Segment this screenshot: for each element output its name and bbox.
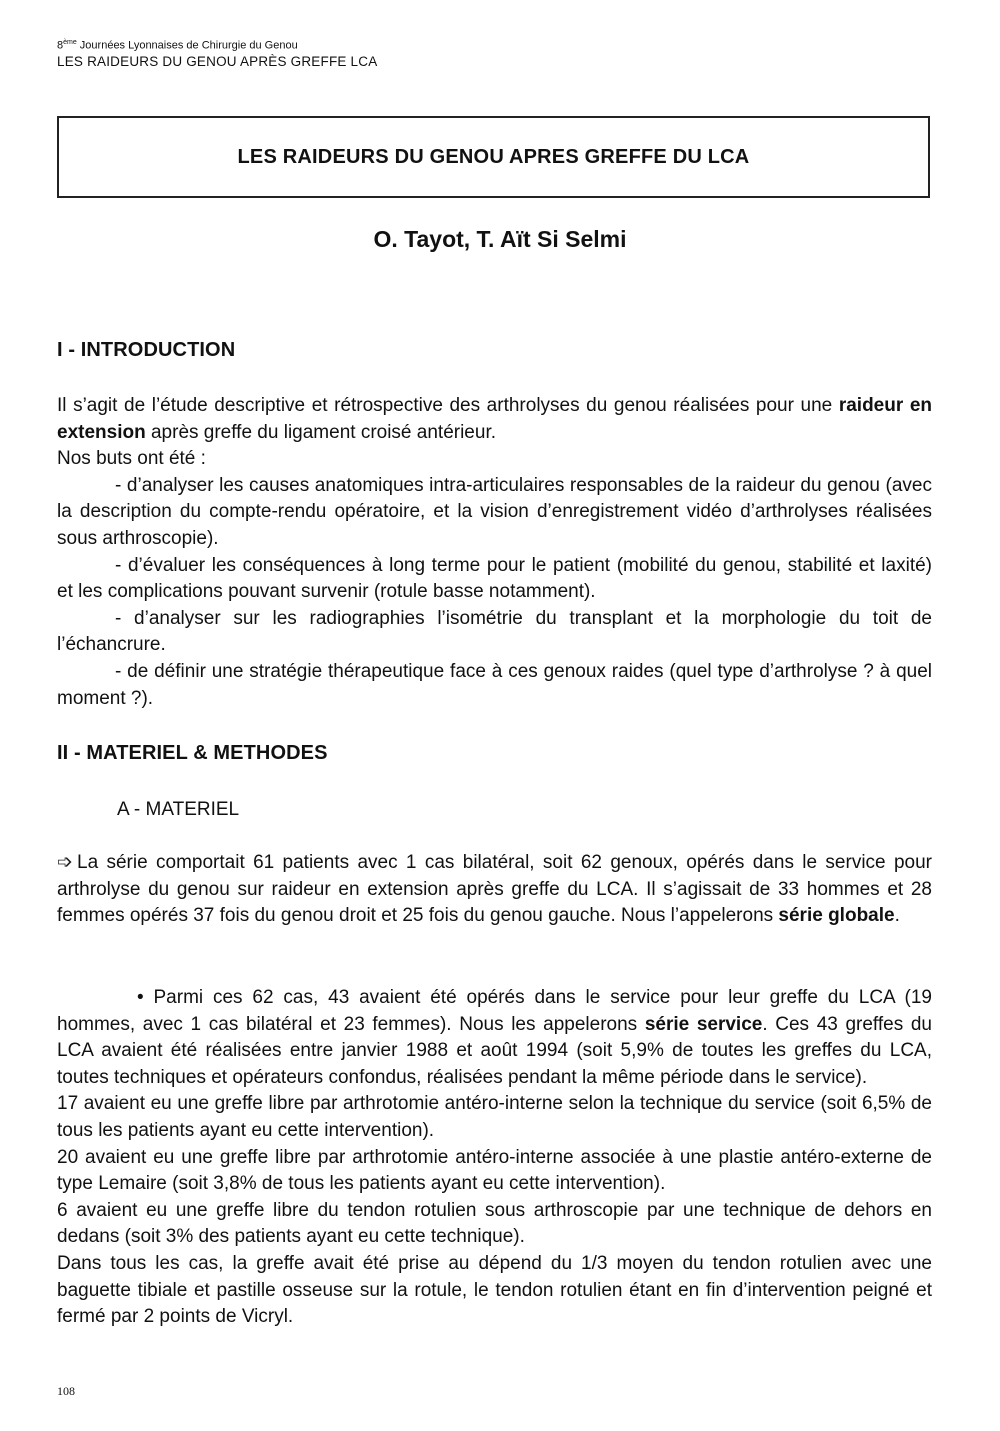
graft-paragraph: Dans tous les cas, la greffe avait été prise au dépend du 1/3 moyen du tendon rotulien avec une baguette tibiale et pastille osseuse sur la rotule, le tendon rotulien étant en fin d’intervention peigné et fermé par 2 points de Vicryl. <box>57 1252 932 1328</box>
section-heading-introduction: I - INTRODUCTION <box>57 339 236 361</box>
introduction-body <box>57 393 932 712</box>
serie-globale-paragraph: ➩ La série comportait 61 patients avec 1 cas bilatéral, soit 62 genoux, opérés dans le service pour arthrolyse du genou sur raideur en extension après greffe du LCA. Il s’agissait de 33 hommes et 28 femmes opérés 37 fois du genou droit et 25 fois du genou gauche. Nous l’appelerons série globale. <box>57 852 932 927</box>
goal-item-3: - d’analyser sur les radiographies l’isométrie du transplant et la morphologie du toit de l’échancrure. <box>57 607 932 656</box>
technique-paragraph-3: 6 avaient eu une greffe libre du tendon rotulien sous arthroscopie par une technique de dehors en dedans (soit 3% des patients ayant eu cette technique). <box>57 1199 932 1248</box>
section-heading-materiel-methodes: II - MATERIEL & METHODES <box>57 742 328 764</box>
materiel-paragraphs <box>57 985 932 1331</box>
page-number: 108 <box>57 1384 75 1398</box>
running-head <box>57 36 377 70</box>
subheading-materiel: A - MATERIEL <box>117 799 240 820</box>
intro-goals-lead: Nos buts ont été : <box>57 448 206 470</box>
article-title: LES RAIDEURS DU GENOU APRES GREFFE DU LCA <box>237 145 750 168</box>
materiel-paragraph-1 <box>57 850 932 930</box>
technique-paragraph-1: 17 avaient eu une greffe libre par arthrotomie antéro-interne selon la technique du service (soit 6,5% de tous les patients ayant eu cette intervention). <box>57 1093 932 1141</box>
goal-item-1: - d’analyser les causes anatomiques intra-articulaires responsables de la raideur du genou (avec la description du compte-rendu opératoire, et la vision d’enregistrement vidéo d’arthrolyses réalisées sous arthroscopie). <box>57 474 932 549</box>
arrow-right-icon: ➩ <box>57 852 73 873</box>
running-head-topic: LES RAIDEURS DU GENOU APRÈS GREFFE LCA <box>57 53 378 69</box>
goal-item-4: - de définir une stratégie thérapeutique face à ces genoux raides (quel type d’arthrolyse ? à quel moment ?). <box>57 660 932 709</box>
title-box <box>57 116 930 198</box>
authors: O. Tayot, T. Aït Si Selmi <box>373 226 627 252</box>
goal-item-2: - d’évaluer les conséquences à long terme pour le patient (mobilité du genou, stabilité et laxité) et les complications pouvant survenir (rotule basse notamment). <box>57 554 932 603</box>
serie-service-paragraph: • Parmi ces 62 cas, 43 avaient été opérés dans le service pour leur greffe du LCA (19 hommes, avec 1 cas bilatéral et 23 femmes). Nous les appelerons série service. Ces 43 greffes du LCA avaient été réalisées entre janvier 1988 et août 1994 (soit 5,9% de toutes les greffes du LCA, toutes techniques et opérateurs confondus, réalisées pendant la même période dans le service). <box>57 987 932 1088</box>
technique-paragraph-2: 20 avaient eu une greffe libre par arthrotomie antéro-interne associée à une plastie antéro-externe de type Lemaire (soit 3,8% de tous les patients ayant eu cette intervention). <box>57 1146 932 1195</box>
intro-paragraph: Il s’agit de l’étude descriptive et rétrospective des arthrolyses du genou réalisées pour une raideur en extension après greffe du ligament croisé antérieur. <box>57 395 932 443</box>
running-head-conference: 8ème Journées Lyonnaises de Chirurgie du Genou <box>57 39 298 52</box>
